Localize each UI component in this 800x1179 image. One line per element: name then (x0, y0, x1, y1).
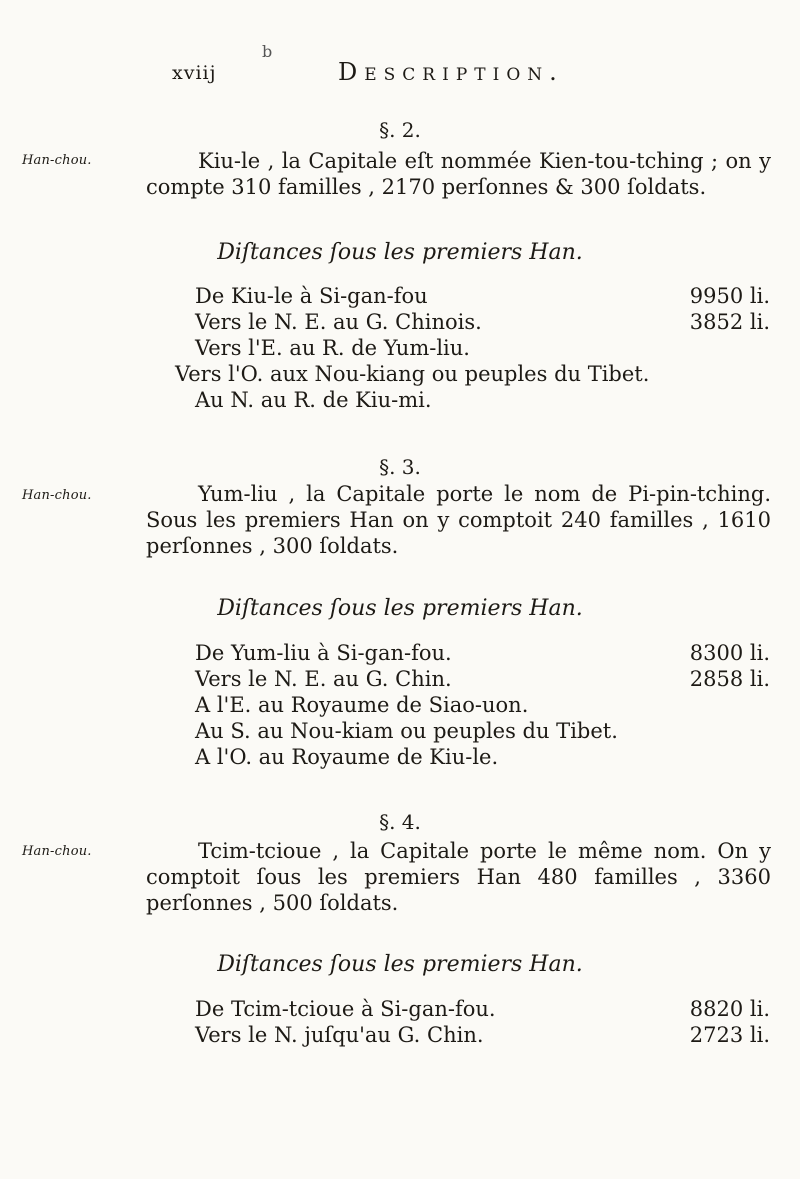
paragraph-text: Tcim-tcioue , la Capitale porte le même nom. On y comptoit ſous les premiers Han 480 familles , 3360 perſonnes , 500 ſoldats. (146, 839, 771, 915)
page-header (0, 42, 800, 92)
distance-value: 8300 li. (689, 641, 770, 665)
section-paragraph (146, 481, 771, 559)
paragraph-text: Yum-liu , la Capitale porte le nom de Pi-pin-tching. Sous les premiers Han on y comptoit 240 familles , 1610 perſonnes , 300 ſoldats. (146, 482, 771, 558)
distance-value: 8820 li. (689, 997, 770, 1021)
distance-place: De Yum-liu à Si-gan-fou. (195, 641, 452, 665)
distance-place: Vers le N. E. au G. Chinois. (195, 310, 482, 334)
distance-row (195, 1022, 770, 1048)
paragraph-text: Kiu-le , la Capitale eſt nommée Kien-tou-tching ; on y compte 310 familles , 2170 perſonnes & 300 ſoldats. (146, 149, 771, 199)
distance-place: A l'E. au Royaume de Siao-uon. (195, 693, 529, 717)
distance-value: 2858 li. (689, 667, 770, 691)
distance-value: 9950 li. (689, 284, 770, 308)
section-number: §. 2. (379, 118, 421, 142)
distances-list (175, 283, 770, 413)
section-number: §. 4. (379, 810, 421, 834)
distance-row (195, 744, 770, 770)
distance-place: Vers le N. juſqu'au G. Chin. (195, 1023, 484, 1047)
distance-row (195, 309, 770, 335)
section-paragraph (146, 838, 771, 916)
distance-place: Au N. au R. de Kiu-mi. (195, 388, 432, 412)
distance-place: Vers le N. E. au G. Chin. (195, 667, 452, 691)
section-paragraph (146, 148, 771, 200)
distance-row (195, 718, 770, 744)
running-title: Description. (338, 58, 564, 86)
distance-row (195, 640, 770, 666)
distance-row (175, 361, 770, 387)
distance-row (195, 283, 770, 309)
distance-place: Au S. au Nou-kiam ou peuples du Tibet. (195, 719, 618, 743)
distances-title: Diſtances ſous les premiers Han. (217, 596, 583, 621)
margin-note: Han-chou. (22, 153, 92, 168)
page-number: xviij (172, 62, 217, 84)
distance-row (195, 335, 770, 361)
margin-note: Han-chou. (22, 844, 92, 859)
signature-mark: b (262, 42, 273, 61)
distance-row (195, 692, 770, 718)
distance-place: De Kiu-le à Si-gan-fou (195, 284, 428, 308)
margin-note: Han-chou. (22, 488, 92, 503)
distance-place: De Tcim-tcioue à Si-gan-fou. (195, 997, 496, 1021)
distance-value: 2723 li. (689, 1023, 770, 1047)
distances-list (195, 640, 770, 770)
distances-title: Diſtances ſous les premiers Han. (217, 952, 583, 977)
distances-title: Diſtances ſous les premiers Han. (217, 240, 583, 265)
distance-place: A l'O. au Royaume de Kiu-le. (195, 745, 499, 769)
distances-list (195, 996, 770, 1048)
distance-row (195, 387, 770, 413)
distance-row (195, 666, 770, 692)
distance-place: Vers l'O. aux Nou-kiang ou peuples du Tibet. (175, 362, 650, 386)
distance-value: 3852 li. (689, 310, 770, 334)
distance-row (195, 996, 770, 1022)
distance-place: Vers l'E. au R. de Yum-liu. (195, 336, 470, 360)
section-number: §. 3. (379, 455, 421, 479)
